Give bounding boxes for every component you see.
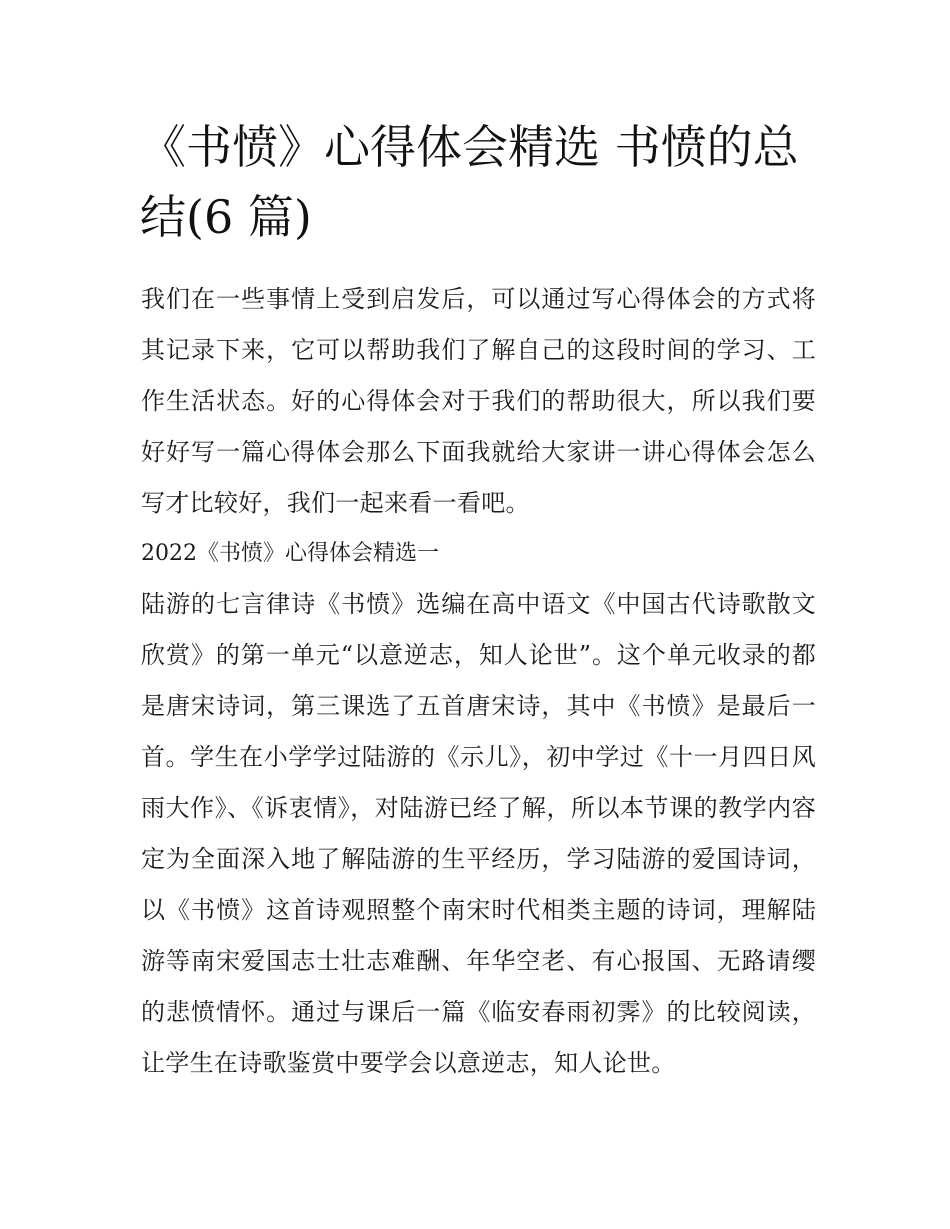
document-title: 《书愤》心得体会精选 书愤的总结(6 篇) xyxy=(140,120,799,244)
section-heading: 2022《书愤》心得体会精选一 xyxy=(141,541,439,566)
section-paragraph: 陆游的七言律诗《书愤》选编在高中语文《中国古代诗歌散文欣赏》的第一单元“以意逆志，知人论世”。这个单元收录的都是唐宋诗词，第三课选了五首唐宋诗，其中《书愤》是最后一首。学生在小学学过陆游的《示儿》，初中学过《十一月四日风雨大作》、《诉衷情》，对陆游已经了解，所以本节课的教学内容定为全面深入地了解陆游的生平经历，学习陆游的爱国诗词，以《书愤》这首诗观照整个南宋时代相类主题的诗词，理解陆游等南宋爱国志士壮志难酬、年华空老、有心报国、无路请缨的悲愤情怀。通过与课后一篇《临安春雨初霁》的比较阅读，让学生在诗歌鉴赏中要学会以意逆志，知人论世。 xyxy=(141,590,816,1077)
intro-paragraph: 我们在一些事情上受到启发后，可以通过写心得体会的方式将其记录下来，它可以帮助我们了解自己的这段时间的学习、工作生活状态。好的心得体会对于我们的帮助很大，所以我们要好好写一篇心得体会那么下面我就给大家讲一讲心得体会怎么写才比较好，我们一起来看一看吧。 xyxy=(141,285,816,517)
